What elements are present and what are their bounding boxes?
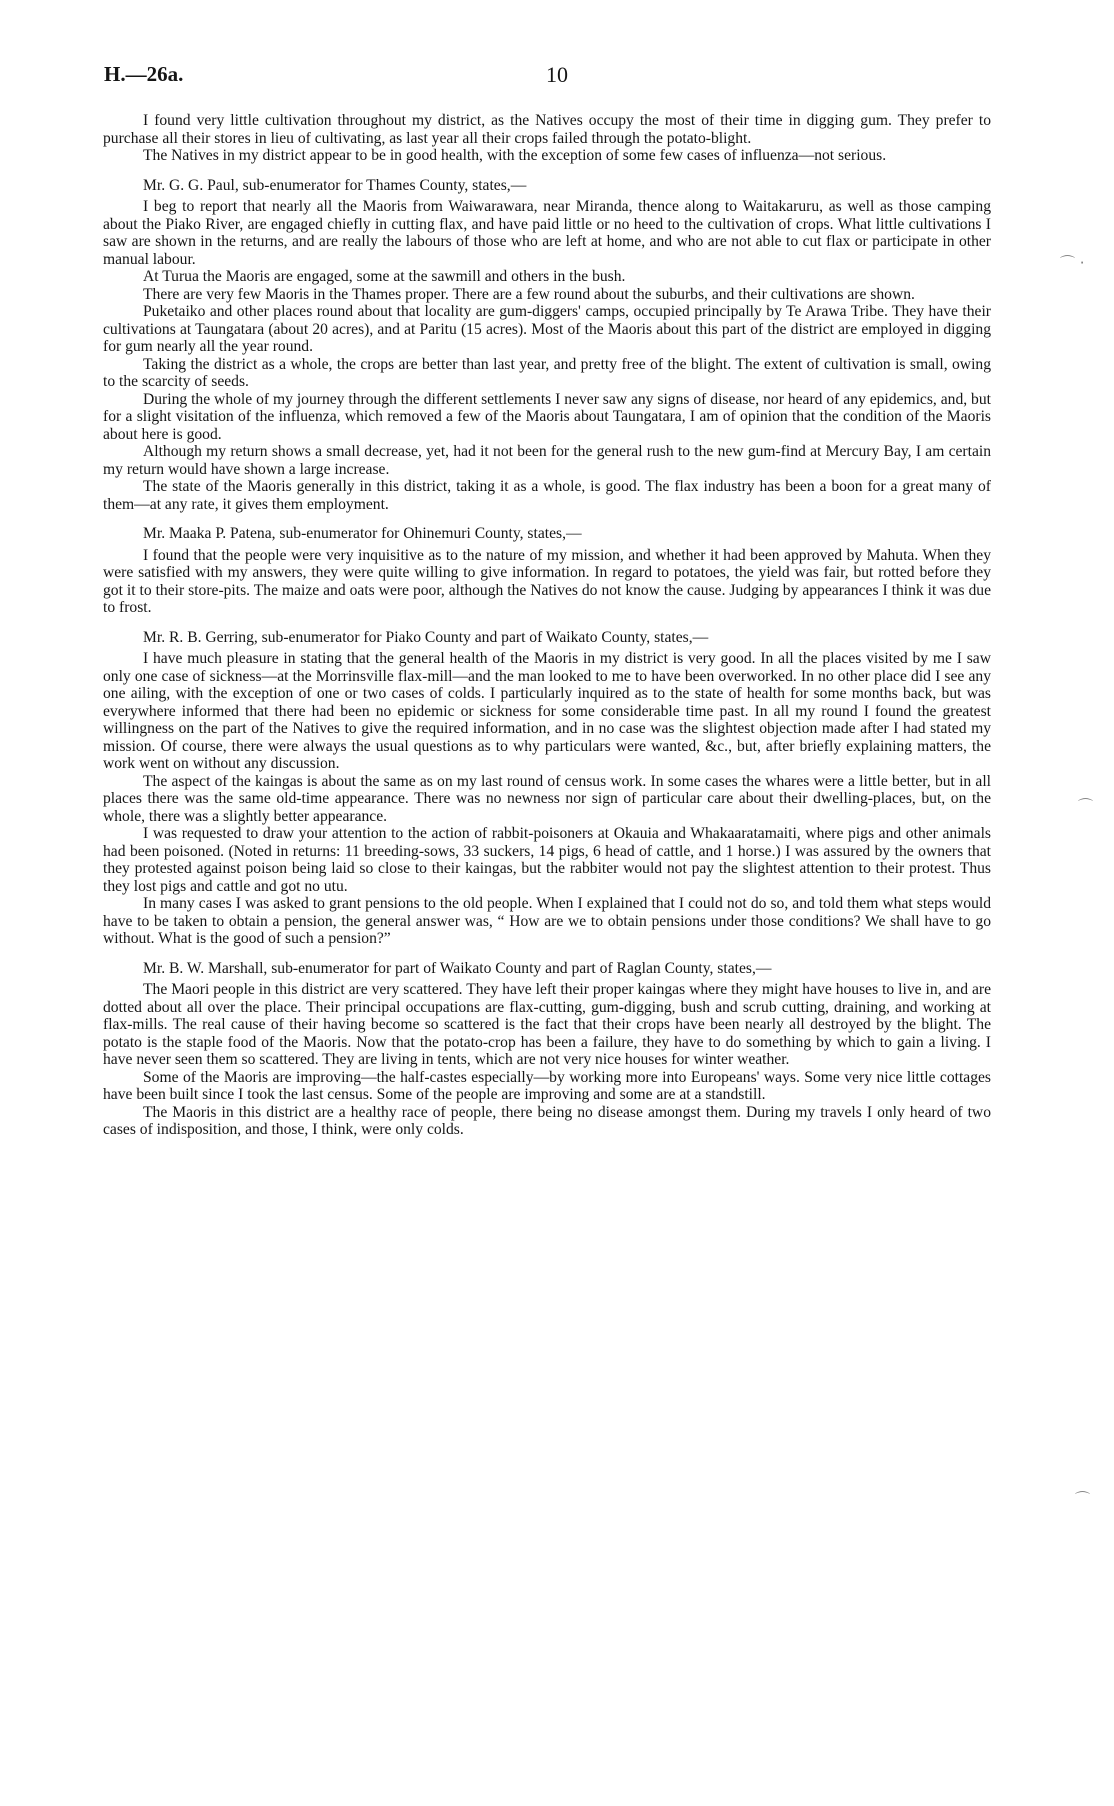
paragraph: Puketaiko and other places round about that locality are gum-diggers' camps, occupied principally by Te Arawa Tribe. They have their cultivations at Taungatara (about 20 acres), and at Paritu (15 acres). Most of the Maoris about this part of the district are employed in digging for gum nearly all the year round. [103,303,991,355]
section-intro: Mr. Maaka P. Patena, sub-enumerator for Ohinemuri County, states,— [143,525,582,542]
margin-mark: ⌒ · [1060,254,1085,272]
paragraph: The state of the Maoris generally in this district, taking it as a whole, is good. The flax industry has been a boon for a great many of them—at any rate, it gives them employment. [103,478,991,513]
paragraph: Some of the Maoris are improving—the half-castes especially—by working more into Europeans' ways. Some very nice little cottages have been built since I took the last census. Some of the people are improving and some are at a standstill. [103,1068,991,1103]
section-intro: Mr. R. B. Gerring, sub-enumerator for Piako County and part of Waikato County, states,— [143,628,709,646]
paragraph: There are very few Maoris in the Thames proper. There are a few round about the suburbs, and their cultivations are shown. [143,285,915,303]
paragraph: The Maoris in this district are a healthy race of people, there being no disease amongst them. During my travels I only heard of two cases of indisposition, and those, I think, were only colds. [103,1103,991,1138]
paragraph: I have much pleasure in stating that the general health of the Maoris in my district is very good. In all the places visited by me I saw only one case of sickness—at the Morrinsville flax-mill—and the man looked to me to have been overworked. In no other place did I see any one ailing, with the exception of one or two cases of colds. I particularly inquired as to the state of health for some months back, but was everywhere informed that there had been no epidemic or sickness for some considerable time past. In all my round I found the greatest willingness on the part of the Natives to give the required information, and in no case was the slightest objection made after I had stated my mission. Of course, there were always the usual questions as to why particulars were wanted, &c., but, after briefly explaining matters, the work went on without any discussion. [103,650,991,772]
document-body [103,112,991,1139]
paragraph: The aspect of the kaingas is about the same as on my last round of census work. In some cases the whares were a little better, but in all places there was the same old-time appearance. There was no newness nor sign of particular care about their dwelling-places, but, on the whole, there was a slightly better appearance. [103,772,991,825]
page-header [0,62,1114,92]
paragraph: The Maori people in this district are very scattered. They have left their proper kaingas where they might have houses to live in, and are dotted about all over the place. Their principal occupations are flax-cutting, gum-digging, bush and scrub cutting, draining, and working at flax-mills. The real cause of their having become so scattered is the fact that their crops have been nearly all destroyed by the blight. The potato is the staple food of the Maoris. Now that the potato-crop has been a failure, they have to do something by which to gain a living. I have never seen them so scattered. They are living in tents, which are not very nice houses for winter weather. [103,981,991,1068]
section-intro: Mr. B. W. Marshall, sub-enumerator for part of Waikato County and part of Raglan County, states,— [143,959,772,977]
paragraph: I found very little cultivation throughout my district, as the Natives occupy the most of their time in digging gum. They prefer to purchase all their stores in lieu of cultivating, as last year all their crops failed through the potato-blight. [103,112,991,147]
margin-mark: ⌒ [1078,797,1094,815]
document-id: H.—26a. [104,62,184,86]
paragraph: Although my return shows a small decrease, yet, had it not been for the general rush to the new gum-find at Mercury Bay, I am certain my return would have shown a large increase. [103,443,991,478]
paragraph: The Natives in my district appear to be in good health, with the exception of some few cases of influenza—not serious. [143,147,887,164]
paragraph: I was requested to draw your attention to the action of rabbit-poisoners at Okauia and Whakaaratamaiti, where pigs and other animals had been poisoned. (Noted in returns: 11 breeding-sows, 33 suckers, 14 pigs, 6 head of cattle, and 1 horse.) I was assured by the owners that they protested against poison being laid so close to their kaingas, but the rabbiter would not pay the slightest attention to their protest. Thus they lost pigs and cattle and got no utu. [103,825,991,895]
paragraph: I found that the people were very inquisitive as to the nature of my mission, and whether it had been approved by Mahuta. When they were satisfied with my answers, they were quite willing to give information. In regard to potatoes, the yield was fair, but rotted before they got it to their store-pits. The maize and oats were poor, although the Natives do not know the cause. Judging by appearances I think it was due to frost. [103,546,991,616]
section-intro: Mr. G. G. Paul, sub-enumerator for Thames County, states,— [143,176,527,194]
paragraph: At Turua the Maoris are engaged, some at the sawmill and others in the bush. [143,268,626,285]
margin-mark: ⌒ [1075,1490,1091,1508]
paragraph: During the whole of my journey through the different settlements I never saw any signs of disease, nor heard of any epidemics, and, but for a slight visitation of the influenza, which removed a few of the Maoris about Taungatara, I am of opinion that the condition of the Maoris about here is good. [103,390,991,443]
paragraph: Taking the district as a whole, the crops are better than last year, and pretty free of the blight. The extent of cultivation is small, owing to the scarcity of seeds. [103,355,991,390]
paragraph: I beg to report that nearly all the Maoris from Waiwarawara, near Miranda, thence along to Waitakaruru, as well as those camping about the Piako River, are engaged chiefly in cutting flax, and have paid little or no heed to the cultivation of crops. What little cultivations I saw are shown in the returns, and are really the labours of those who are left at home, and who are not able to cut flax or participate in other manual labour. [103,198,991,268]
paragraph: In many cases I was asked to grant pensions to the old people. When I explained that I could not do so, and told them what steps would have to be taken to obtain a pension, the general answer was, “ How are we to obtain pensions under those conditions? We shall have to go without. What is the good of such a pension?” [103,895,991,947]
page-number: 10 [546,62,568,87]
